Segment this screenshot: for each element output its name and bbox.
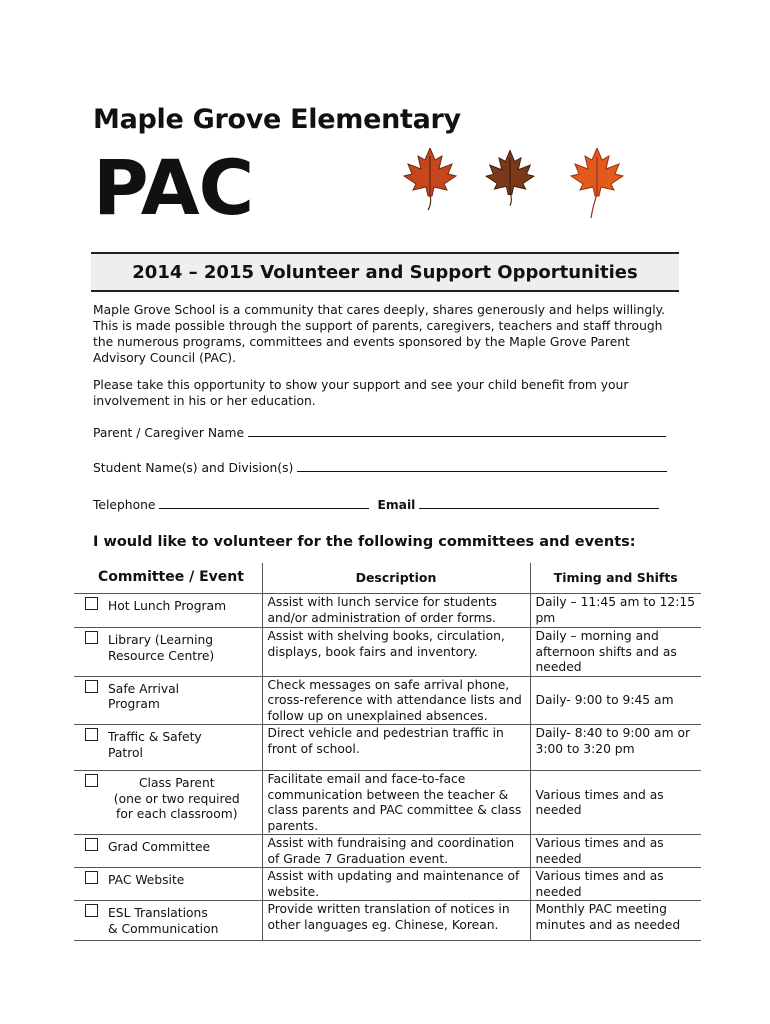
timing-cell: Monthly PAC meeting minutes and as needed (530, 901, 701, 941)
parent-name-label: Parent / Caregiver Name (93, 426, 245, 440)
telephone-label: Telephone (93, 498, 156, 512)
description-cell: Direct vehicle and pedestrian traffic in front of school. (262, 725, 530, 771)
volunteer-table (74, 563, 701, 941)
event-name: PAC Website (108, 873, 185, 887)
table-row (74, 901, 701, 941)
email-blank[interactable] (419, 496, 659, 509)
timing-cell: Daily- 8:40 to 9:00 am or 3:00 to 3:20 pm (530, 725, 701, 771)
school-name: Maple Grove Elementary (93, 104, 461, 135)
student-name-blank[interactable] (297, 459, 667, 472)
maple-leaves (395, 148, 635, 220)
column-header: Description (262, 563, 530, 594)
pac-title: PAC (93, 143, 254, 232)
maple-leaf-icon (404, 148, 456, 210)
event-name: Hot Lunch Program (108, 599, 227, 613)
document-title-bar (91, 252, 679, 292)
timing-cell: Daily – 11:45 am to 12:15 pm (530, 594, 701, 628)
event-name: Library (Learning Resource Centre) (108, 633, 215, 663)
checkbox[interactable] (85, 597, 98, 610)
column-header: Timing and Shifts (530, 563, 701, 594)
table-row (74, 868, 701, 901)
description-cell: Provide written translation of notices in other languages eg. Chinese, Korean. (262, 901, 530, 941)
checkbox[interactable] (85, 774, 98, 787)
checkbox[interactable] (85, 871, 98, 884)
description-cell: Assist with fundraising and coordination of Grade 7 Graduation event. (262, 835, 530, 868)
event-name: ESL Translations & Communication (108, 906, 219, 936)
event-name: Safe Arrival Program (108, 681, 180, 711)
telephone-blank[interactable] (159, 496, 369, 509)
description-cell: Assist with updating and maintenance of website. (262, 868, 530, 901)
timing-cell: Daily- 9:00 to 9:45 am (530, 676, 701, 725)
table-row (74, 594, 701, 628)
table-row (74, 771, 701, 835)
parent-name-blank[interactable] (248, 424, 666, 437)
timing-cell: Various times and as needed (530, 771, 701, 835)
checkbox[interactable] (85, 904, 98, 917)
event-name: Traffic & Safety Patrol (108, 730, 202, 760)
table-row (74, 676, 701, 725)
event-name: Grad Committee (108, 840, 211, 854)
event-name: Class Parent (one or two required for each classroom) (113, 776, 240, 821)
table-header-row (74, 563, 701, 594)
contact-fields (93, 496, 659, 512)
intro-paragraph: Maple Grove School is a community that cares deeply, shares generously and helps willingly. This is made possible through the support of parents, caregivers, teachers and staff through the numerous programs, committees and events sponsored by the Maple Grove Parent Advisory Council (PAC). (93, 303, 666, 365)
maple-leaf-icon (486, 150, 534, 205)
timing-cell: Various times and as needed (530, 868, 701, 901)
description-cell: Check messages on safe arrival phone, cross-reference with attendance lists and follow up on unexplained absences. (262, 676, 530, 725)
description-cell: Assist with shelving books, circulation, displays, book fairs and inventory. (262, 628, 530, 677)
student-name-field[interactable] (93, 459, 667, 475)
checkbox[interactable] (85, 631, 98, 644)
table-row (74, 725, 701, 771)
parent-name-field[interactable] (93, 424, 666, 440)
checkbox[interactable] (85, 838, 98, 851)
description-cell: Assist with lunch service for students and/or administration of order forms. (262, 594, 530, 628)
maple-leaf-icon (571, 148, 623, 218)
checkbox[interactable] (85, 680, 98, 693)
intro-paragraph: Please take this opportunity to show your support and see your child benefit from your involvement in his or her education. (93, 378, 629, 408)
volunteer-heading: I would like to volunteer for the following committees and events: (93, 534, 636, 550)
table-row (74, 835, 701, 868)
document-title: 2014 – 2015 Volunteer and Support Opportunities (132, 261, 638, 283)
table-row (74, 628, 701, 677)
email-label: Email (377, 498, 416, 512)
intro-text (93, 302, 683, 420)
column-header: Committee / Event (98, 569, 244, 586)
description-cell: Facilitate email and face-to-face communication between the teacher & class parents and PAC committee & class parents. (262, 771, 530, 835)
checkbox[interactable] (85, 728, 98, 741)
timing-cell: Various times and as needed (530, 835, 701, 868)
student-name-label: Student Name(s) and Division(s) (93, 461, 294, 475)
timing-cell: Daily – morning and afternoon shifts and as needed (530, 628, 701, 677)
